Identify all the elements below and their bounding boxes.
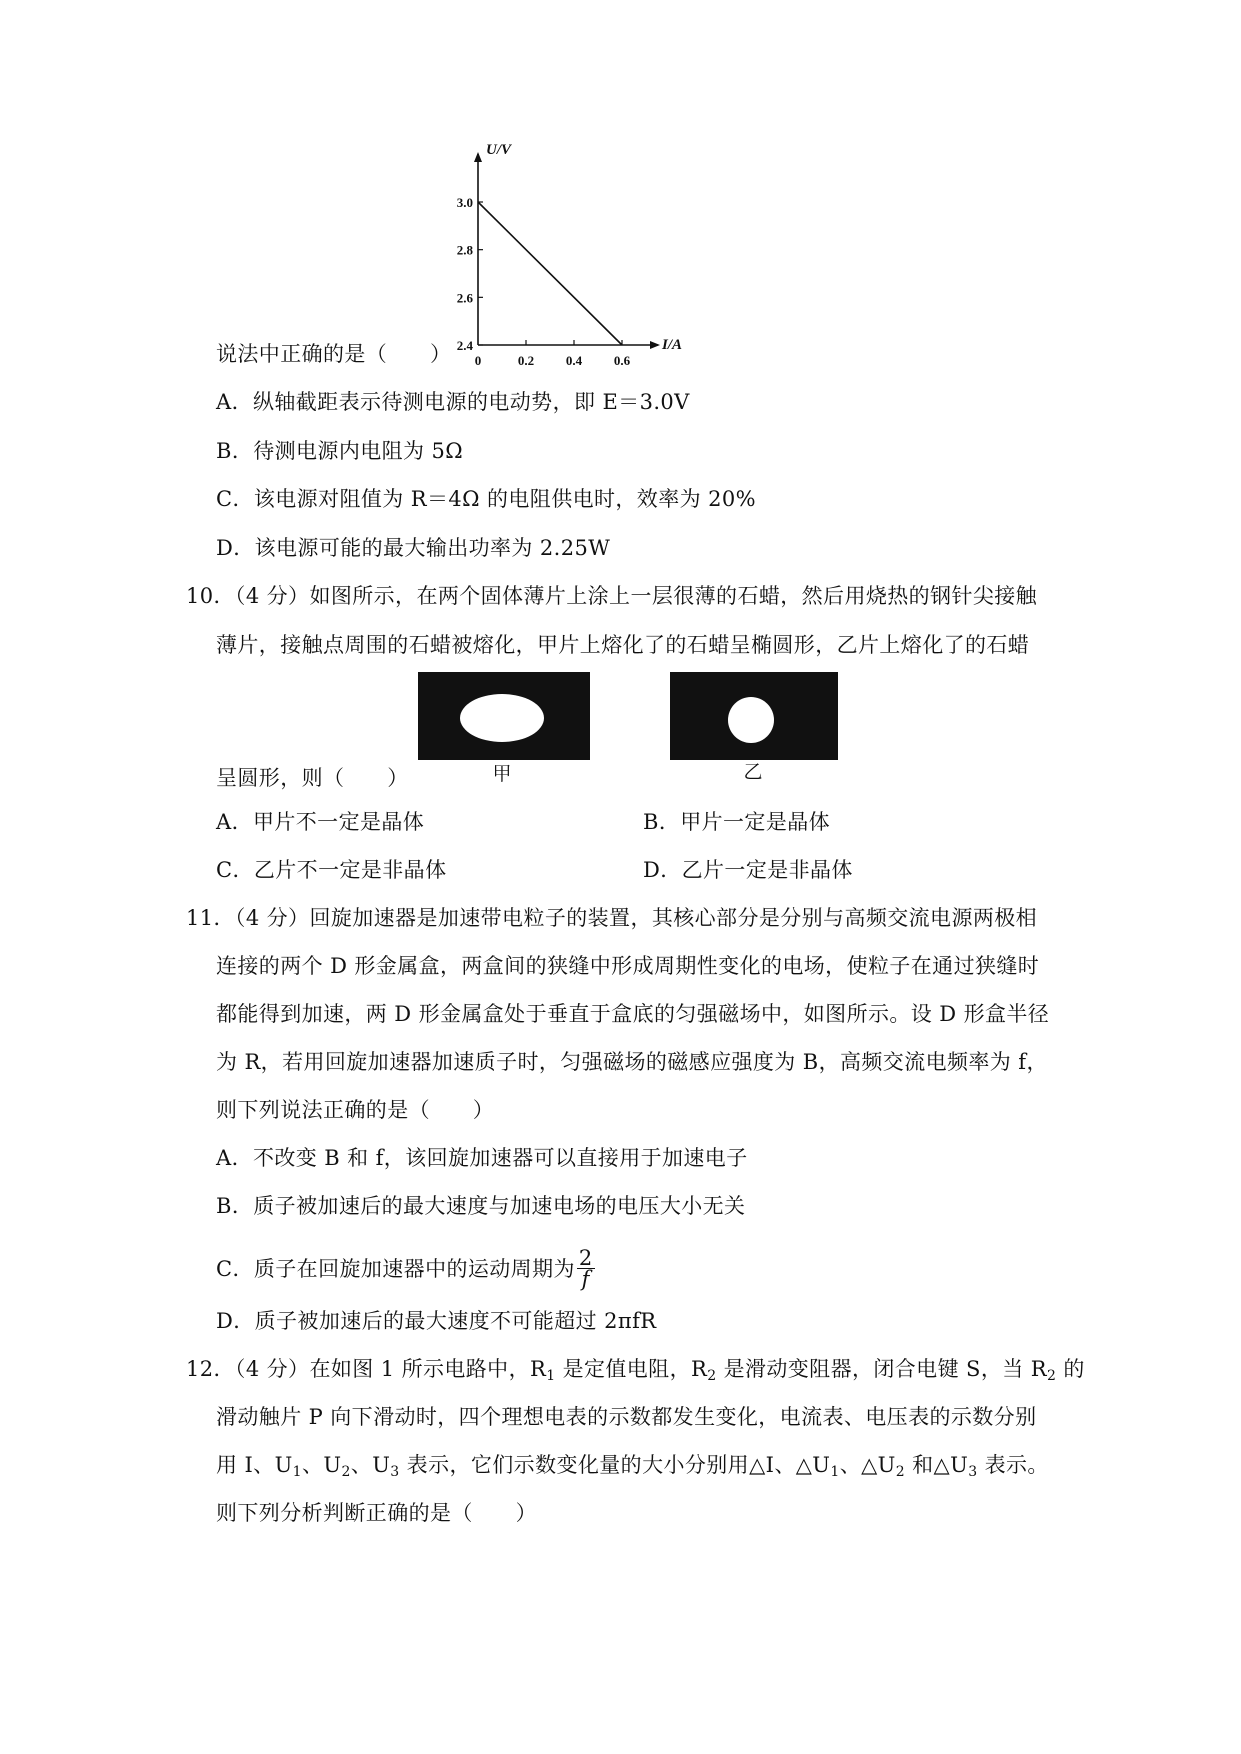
q11-option-b: B．质子被加速后的最大速度与加速电场的电压大小无关 xyxy=(216,1194,746,1218)
q11-option-c-text: C．质子在回旋加速器中的运动周期为 xyxy=(216,1257,575,1281)
label-yi: 乙 xyxy=(743,762,763,783)
chart-plot-area xyxy=(457,142,682,368)
ui-chart xyxy=(435,142,685,368)
q11-option-d: D．质子被加速后的最大速度不可能超过 2πfR xyxy=(216,1309,657,1333)
q12-line-1 xyxy=(186,1354,1085,1384)
q11-line-1: 11．（4 分）回旋加速器是加速带电粒子的装置，其核心部分是分别与高频交流电源两极相 xyxy=(186,906,1038,930)
x-tick-label: 0 xyxy=(474,353,482,368)
q11-line-4: 为 R，若用回旋加速器加速质子时，匀强磁场的磁感应强度为 B，高频交流电频率为 f， xyxy=(216,1050,1048,1074)
q10-line-3: 呈圆形，则（ ） xyxy=(216,766,409,790)
q12-l1-text-4: 的 xyxy=(1056,1357,1085,1381)
y-axis-label: U/V xyxy=(486,142,512,158)
q11-line-2: 连接的两个 D 形金属盒，两盒间的狭缝中形成周期性变化的电场，使粒子在通过狭缝时 xyxy=(216,954,1040,978)
q12-l3-sub-2: 2 xyxy=(341,1464,351,1480)
q12-l1-text-2: 是定值电阻，R xyxy=(555,1357,708,1381)
y-tick-label: 2.6 xyxy=(456,290,473,306)
q9-option-b: B．待测电源内电阻为 5Ω xyxy=(216,439,464,463)
q9-option-c: C．该电源对阻值为 R＝4Ω 的电阻供电时，效率为 20% xyxy=(216,487,756,511)
q12-l3-text-1: 用 I、U xyxy=(216,1453,293,1477)
q10-option-b: B．甲片一定是晶体 xyxy=(643,810,831,834)
label-jia: 甲 xyxy=(492,764,512,785)
q9-stem-tail: 说法中正确的是（ ） xyxy=(216,342,452,366)
q12-l3-sub-1: 1 xyxy=(292,1464,302,1480)
q12-l3-text-2: 、U xyxy=(301,1453,342,1477)
q12-l3-text-5: 、△U xyxy=(839,1453,896,1477)
q12-l1-sub-2: 2 xyxy=(707,1368,717,1384)
q12-l3-text-3: 、U xyxy=(350,1453,391,1477)
x-tick-label: 0.6 xyxy=(613,353,631,368)
fraction-denominator: f xyxy=(581,1267,590,1291)
y-axis-arrow xyxy=(474,152,482,162)
q9-option-d: D．该电源可能的最大输出功率为 2.25W xyxy=(216,536,611,560)
melt-circle xyxy=(728,697,774,743)
q12-l1-sub-1: 1 xyxy=(546,1368,556,1384)
q11-option-c xyxy=(216,1246,595,1291)
q12-line-3 xyxy=(216,1450,1049,1480)
x-tick-label: 0.2 xyxy=(517,353,535,368)
x-axis-arrow xyxy=(650,341,660,349)
q11-line-5: 则下列说法正确的是（ ） xyxy=(216,1098,495,1122)
q12-l3-sub-5: 2 xyxy=(895,1464,906,1480)
q12-l3-sub-4: 1 xyxy=(830,1464,840,1480)
q10-option-c: C．乙片不一定是非晶体 xyxy=(216,858,447,882)
series-line xyxy=(478,202,622,345)
q10-option-d: D．乙片一定是非晶体 xyxy=(643,858,853,882)
q11-option-a: A．不改变 B 和 f，该回旋加速器可以直接用于加速电子 xyxy=(216,1146,748,1170)
q10-line-2: 薄片，接触点周围的石蜡被熔化，甲片上熔化了的石蜡呈椭圆形，乙片上熔化了的石蜡 xyxy=(216,633,1030,657)
y-tick-label: 2.4 xyxy=(456,338,473,353)
x-axis-label: I/A xyxy=(662,337,683,353)
q9-option-a: A．纵轴截距表示待测电源的电动势，即 E＝3.0V xyxy=(216,390,690,414)
q12-l3-text-6: 和△U xyxy=(905,1453,969,1477)
q12-l3-text-4: 表示，它们示数变化量的大小分别用△I、△U xyxy=(399,1453,831,1477)
wax-figure xyxy=(418,672,848,787)
q12-l1-sub-3: 2 xyxy=(1046,1368,1057,1384)
q12-l3-sub-3: 3 xyxy=(390,1464,400,1480)
q12-line-2: 滑动触片 P 向下滑动时，四个理想电表的示数都发生变化，电流表、电压表的示数分别 xyxy=(216,1405,1037,1429)
q12-l3-sub-6: 3 xyxy=(968,1464,978,1480)
x-tick-label: 0.4 xyxy=(565,353,583,368)
y-tick-label: 2.8 xyxy=(456,242,473,258)
melt-ellipse xyxy=(460,694,544,742)
q12-l3-text-7: 表示。 xyxy=(977,1453,1049,1477)
fraction-numerator: 2 xyxy=(578,1246,593,1270)
q11-line-3: 都能得到加速，两 D 形金属盒处于垂直于盒底的匀强磁场中，如图所示。设 D 形盒半径 xyxy=(216,1002,1050,1026)
y-tick-label: 3.0 xyxy=(456,195,473,210)
q12-l1-text-1: 12．（4 分）在如图 1 所示电路中，R xyxy=(186,1357,547,1381)
q10-line-1: 10．（4 分）如图所示，在两个固体薄片上涂上一层很薄的石蜡，然后用烧热的钢针尖接触 xyxy=(186,584,1038,608)
q10-option-a: A．甲片不一定是晶体 xyxy=(216,810,425,834)
q12-line-4: 则下列分析判断正确的是（ ） xyxy=(216,1501,537,1525)
q12-l1-text-3: 是滑动变阻器，闭合电键 S，当 R xyxy=(716,1357,1047,1381)
period-fraction xyxy=(577,1248,595,1289)
